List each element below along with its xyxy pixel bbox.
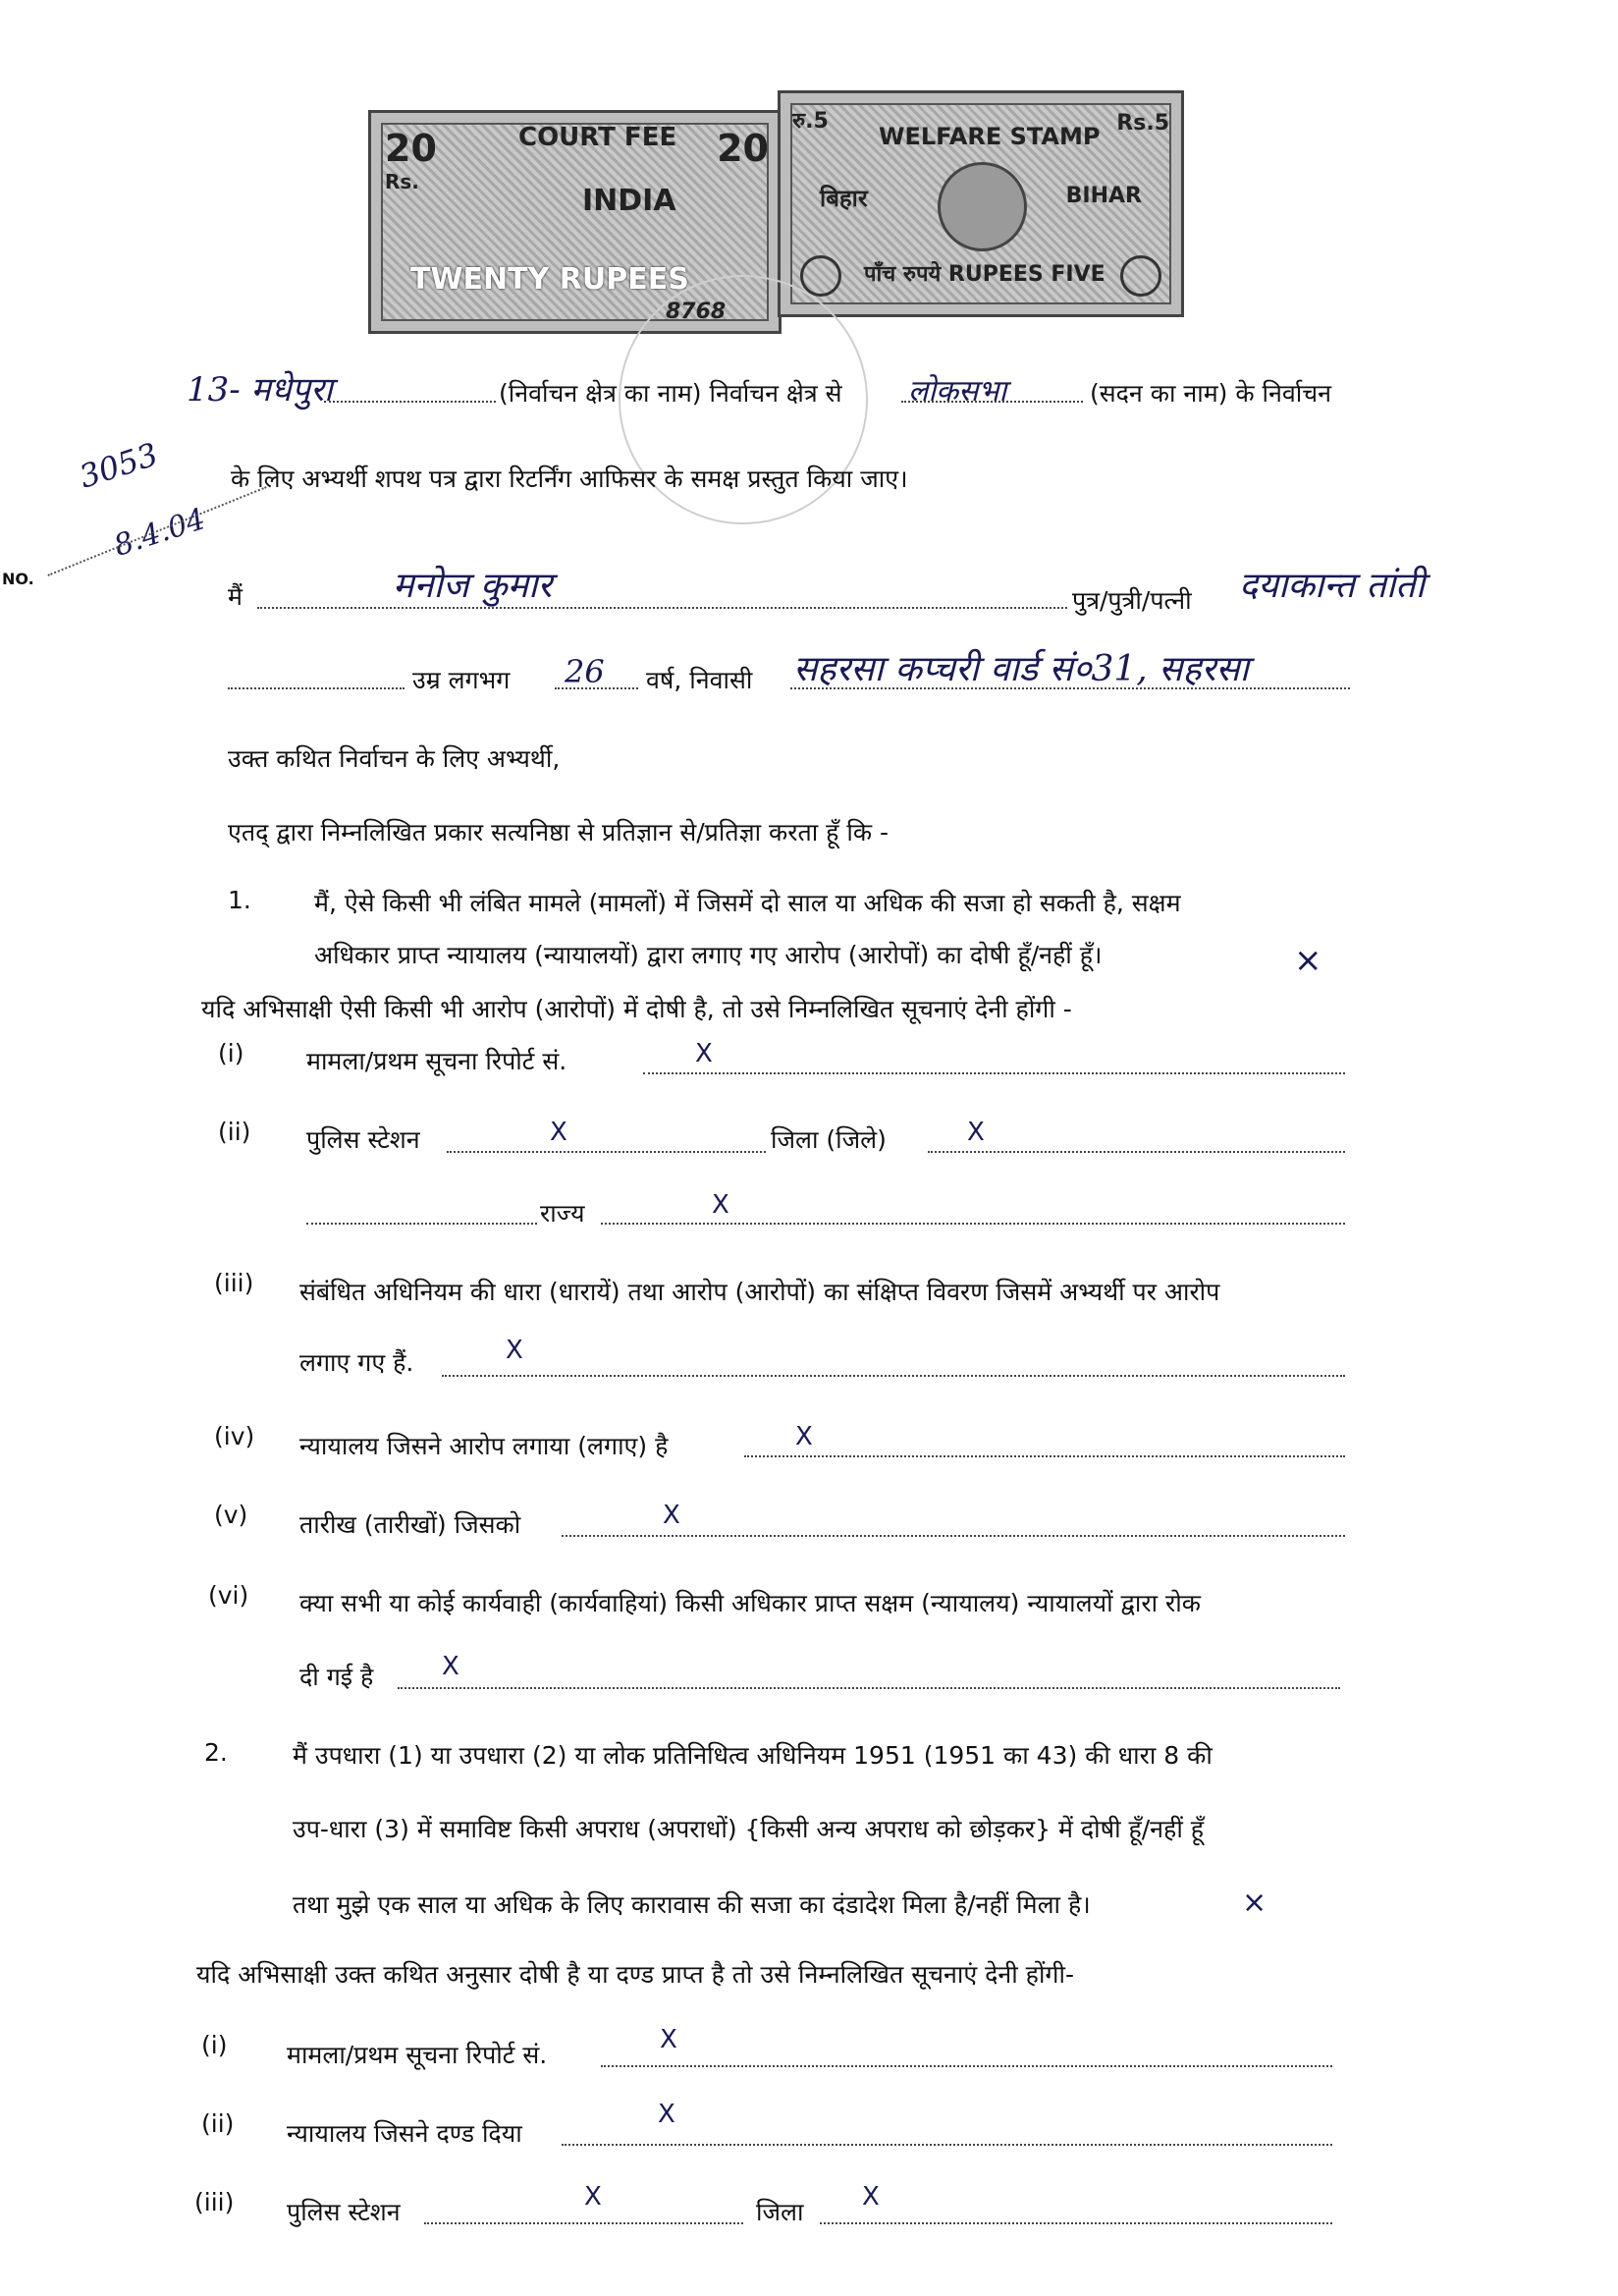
item1-vi-text-b: दी गई है — [299, 1663, 374, 1691]
stamp-denomination-right: 20 — [717, 127, 769, 170]
item1-vi-mark: X — [442, 1652, 459, 1681]
header-line-2: के लिए अभ्यर्थी शपथ पत्र द्वारा रिटर्निंग आफिसर के समक्ष प्रस्तुत किया जाए। — [231, 465, 908, 493]
item1-iv-label: न्यायालय जिसने आरोप लगाया (लगाए) है — [299, 1432, 669, 1460]
item2-iii-label2: जिला — [756, 2198, 804, 2226]
welfare-label-left: रु.5 — [792, 109, 829, 134]
side-note-prefix: NO. — [2, 570, 34, 588]
house-handwritten: लोकसभा — [908, 374, 1007, 409]
item2-ii-num: (ii) — [201, 2109, 235, 2138]
wheel-icon-left — [800, 255, 841, 297]
item2-i-num: (i) — [201, 2031, 228, 2059]
item2-iii-label: पुलिस स्टेशन — [287, 2198, 401, 2226]
wheel-icon-right — [1120, 255, 1161, 297]
stamp-top-text: COURT FEE — [518, 123, 677, 152]
item1-iii-num: (iii) — [214, 1269, 254, 1297]
item1-ii-label3: राज्य — [540, 1199, 585, 1228]
item2-ii-mark: X — [658, 2100, 675, 2129]
stamp-currency: Rs. — [385, 170, 419, 193]
item1-v-label: तारीख (तारीखों) जिसको — [299, 1510, 521, 1539]
welfare-top-text: WELFARE STAMP — [879, 123, 1101, 150]
address-handwritten: सहरसा कप्चरी वार्ड सं०31, सहरसा — [793, 649, 1249, 689]
item1-i-num: (i) — [218, 1039, 244, 1067]
age-handwritten: 26 — [565, 653, 605, 690]
welfare-value: पाँच रुपये RUPEES FIVE — [864, 262, 1106, 287]
item1-mark: × — [1294, 941, 1322, 980]
item1-ii-mark2: X — [967, 1118, 985, 1147]
item2-mark: × — [1242, 1886, 1267, 1920]
side-note-line — [47, 486, 266, 576]
stamp-serial: 8768 — [666, 300, 727, 324]
item1-ii-label2: जिला (जिले) — [771, 1125, 887, 1154]
item1-number: 1. — [228, 886, 251, 914]
intro-line-1: उक्त कथित निर्वाचन के लिए अभ्यर्थी, — [228, 744, 561, 773]
constituency-label: (निर्वाचन क्षेत्र का नाम) निर्वाचन क्षेत्र से — [499, 379, 842, 408]
side-note-number: 3053 — [75, 435, 163, 496]
item2-text-c: तथा मुझे एक साल या अधिक के लिए कारावास की सजा का दंडादेश मिला है/नहीं मिला है। — [293, 1890, 1091, 1919]
item2-i-label: मामला/प्रथम सूचना रिपोर्ट सं. — [287, 2041, 548, 2069]
item1-text-a: मैं, ऐसे किसी भी लंबित मामले (मामलों) में जिसमें दो साल या अधिक की सजा हो सकती है, सक्षम — [314, 889, 1181, 917]
stamp-value-words: TWENTY RUPEES — [410, 262, 689, 297]
item1-iii-mark: X — [506, 1336, 523, 1365]
item1-i-mark: X — [695, 1039, 713, 1068]
item1-ii-num: (ii) — [218, 1118, 251, 1146]
declarant-i-label: मैं — [228, 582, 243, 611]
stamp-denomination-left: 20 — [385, 127, 437, 170]
side-note-date: 8.4.04 — [109, 502, 210, 564]
item1-followup: यदि अभिसाक्षी ऐसी किसी भी आरोप (आरोपों) में दोषी है, तो उसे निम्नलिखित सूचनाएं देनी होंगी - — [201, 995, 1072, 1023]
item1-iii-text-b: लगाए गए हैं. — [299, 1348, 414, 1377]
item1-v-num: (v) — [214, 1501, 248, 1529]
item2-text-a: मैं उपधारा (1) या उपधारा (2) या लोक प्रतिनिधित्व अधिनियम 1951 (1951 का 43) की धारा 8 की — [293, 1741, 1213, 1770]
stamp-country: INDIA — [582, 184, 676, 218]
father-name-handwritten: दयाकान्त तांती — [1239, 566, 1426, 606]
item2-i-mark: X — [660, 2025, 677, 2054]
welfare-stamp — [778, 90, 1184, 317]
item1-iv-num: (iv) — [214, 1422, 255, 1450]
age-label: उम्र लगभग — [412, 666, 511, 694]
item2-text-b: उप-धारा (3) में समाविष्ट किसी अपराध (अपराधों) {किसी अन्य अपराध को छोड़कर} में दोषी हूँ/नहीं हूँ — [293, 1815, 1205, 1843]
item2-ii-label: न्यायालय जिसने दण्ड दिया — [287, 2119, 522, 2148]
intro-line-2: एतद् द्वारा निम्नलिखित प्रकार सत्यनिष्ठा से प्रतिज्ञान से/प्रतिज्ञा करता हूँ कि - — [228, 818, 890, 847]
item1-vi-num: (vi) — [208, 1581, 249, 1610]
item1-vi-text-a: क्या सभी या कोई कार्यवाही (कार्यवाहियां) किसी अधिकार प्राप्त सक्षम (न्यायालय) न्यायालयों द्वारा रोक — [299, 1589, 1201, 1617]
declarant-name-handwritten: मनोज कुमार — [393, 566, 553, 606]
item2-iii-mark: X — [584, 2182, 602, 2212]
item1-ii-mark3: X — [712, 1190, 729, 1220]
item1-v-mark: X — [663, 1501, 680, 1530]
item2-iii-num: (iii) — [194, 2188, 235, 2216]
constituency-handwritten: 13- मधेपुरा — [187, 370, 333, 410]
house-label: (सदन का नाम) के निर्वाचन — [1090, 379, 1331, 408]
welfare-state-english: BIHAR — [1065, 184, 1142, 208]
item2-number: 2. — [204, 1738, 228, 1767]
welfare-emblem-icon — [938, 162, 1027, 251]
welfare-state-hindi: बिहार — [820, 185, 868, 212]
item2-followup: यदि अभिसाक्षी उक्त कथित अनुसार दोषी है या दण्ड प्राप्त है तो उसे निम्नलिखित सूचनाएं देनी होंगी- — [196, 1960, 1074, 1989]
relation-label: पुत्र/पुत्री/पत्नी — [1072, 586, 1192, 615]
item1-text-b: अधिकार प्राप्त न्यायालय (न्यायालयों) द्वारा लगाए गए आरोप (आरोपों) का दोषी हूँ/नहीं हूँ। — [314, 941, 1103, 969]
item1-i-label: मामला/प्रथम सूचना रिपोर्ट सं. — [306, 1047, 567, 1075]
years-resident-label: वर्ष, निवासी — [646, 666, 753, 694]
item2-iii-mark2: X — [862, 2182, 880, 2212]
item1-ii-mark: X — [550, 1118, 567, 1147]
welfare-label-right: Rs.5 — [1116, 111, 1169, 136]
item1-ii-label: पुलिस स्टेशन — [306, 1125, 420, 1154]
item1-iv-mark: X — [795, 1422, 813, 1451]
item1-iii-text-a: संबंधित अधिनियम की धारा (धारायें) तथा आरोप (आरोपों) का संक्षिप्त विवरण जिसमें अभ्यर्थी पर आरोप — [299, 1278, 1220, 1306]
